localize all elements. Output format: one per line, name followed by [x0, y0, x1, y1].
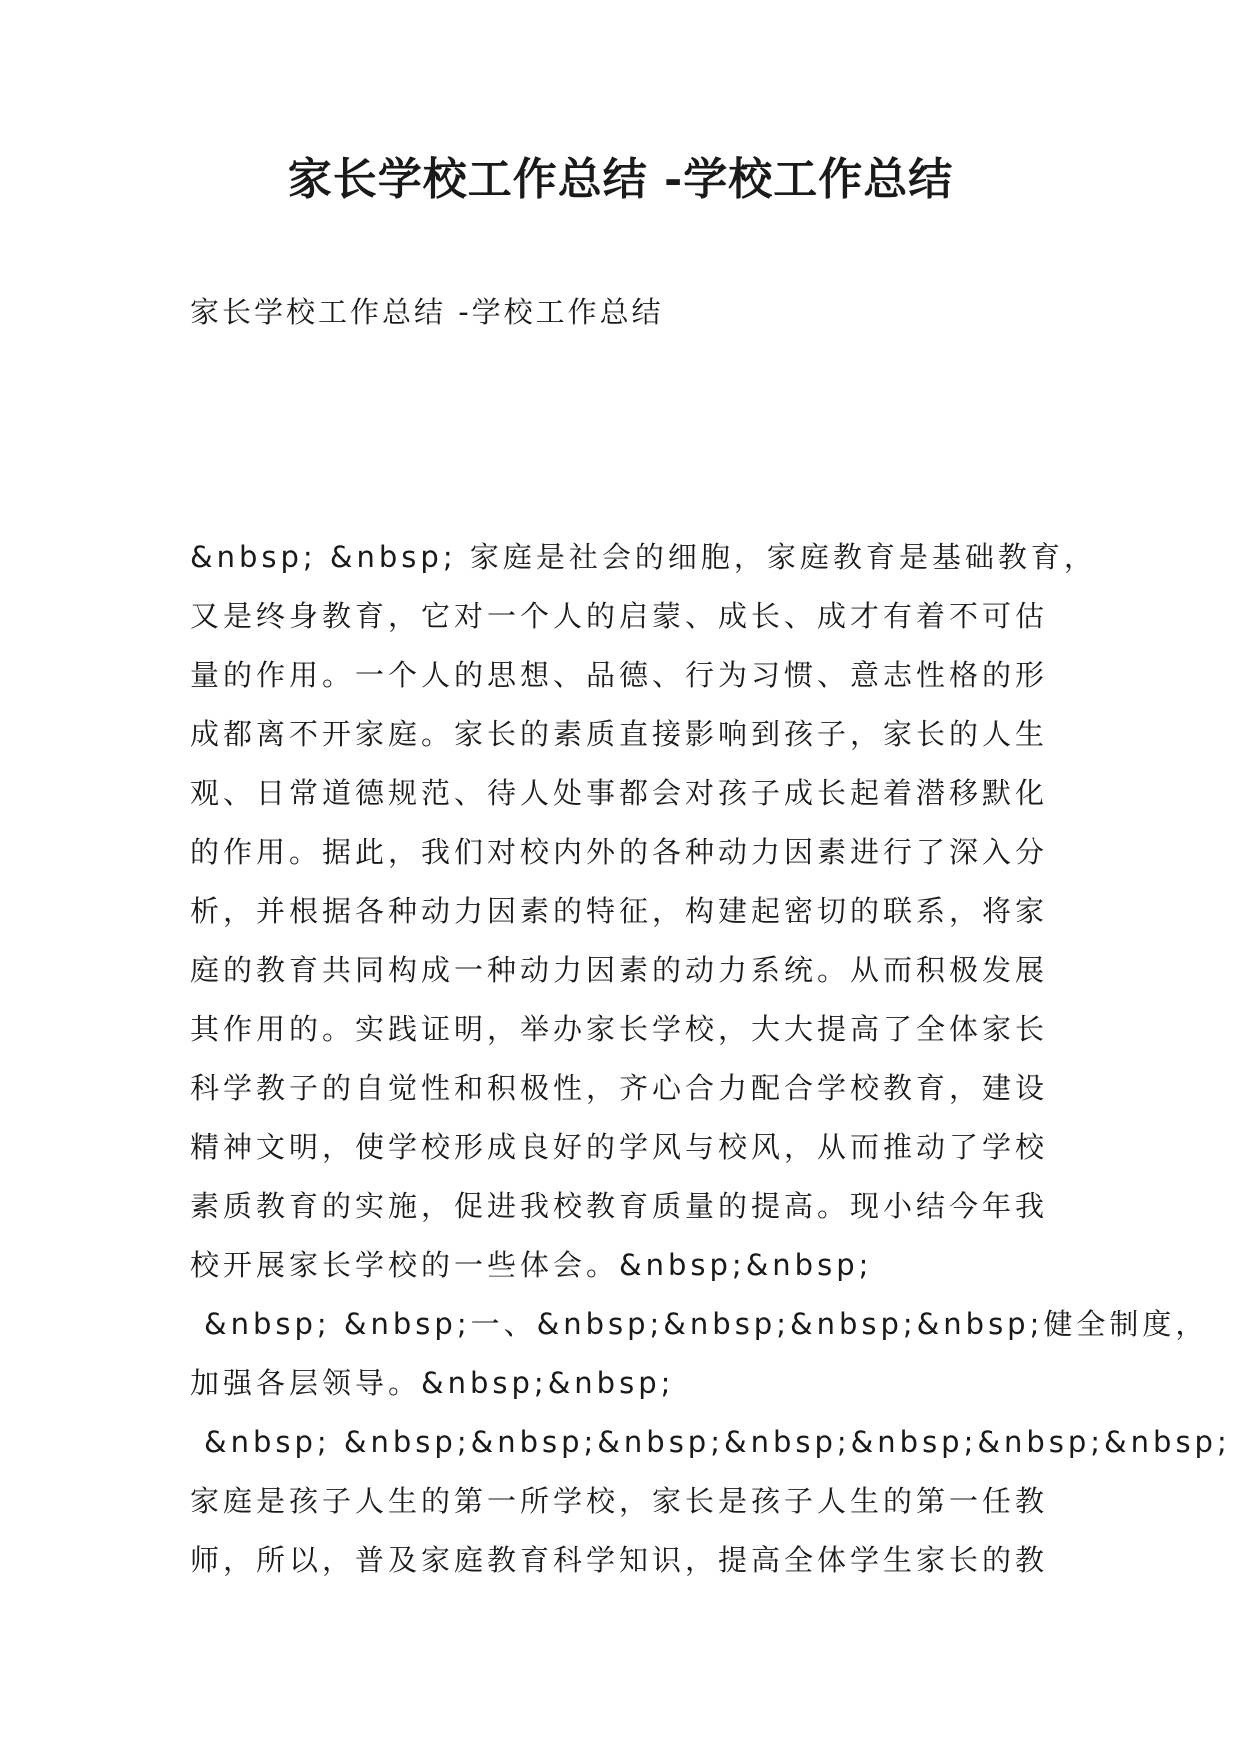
body-line: 校开展家长学校的一些体会。&nbsp;&nbsp;: [190, 1248, 873, 1282]
body-line: 科学教子的自觉性和积极性，齐心合力配合学校教育，建设: [190, 1071, 1049, 1105]
body-line: 观、日常道德规范、待人处事都会对孩子成长起着潜移默化: [190, 776, 1049, 810]
body-line: 量的作用。一个人的思想、品德、行为习惯、意志性格的形: [190, 658, 1049, 692]
body-line: 析，并根据各种动力因素的特征，构建起密切的联系，将家: [190, 894, 1049, 928]
body-line: 师，所以，普及家庭教育科学知识，提高全体学生家长的教: [190, 1543, 1049, 1577]
body-line: 其作用的。实践证明，举办家长学校，大大提高了全体家长: [190, 1012, 1049, 1046]
body-line: &nbsp; &nbsp;一、&nbsp;&nbsp;&nbsp;&nbsp;健全制度，: [204, 1307, 1209, 1341]
document-title: 家长学校工作总结 -学校工作总结: [287, 154, 954, 205]
body-line: 精神文明，使学校形成良好的学风与校风，从而推动了学校: [190, 1130, 1049, 1164]
body-line: 加强各层领导。&nbsp;&nbsp;: [190, 1366, 675, 1400]
body-line: 庭的教育共同构成一种动力因素的动力系统。从而积极发展: [190, 953, 1049, 987]
body-line: 成都离不开家庭。家长的素质直接影响到孩子，家长的人生: [190, 717, 1049, 751]
document-subtitle: 家长学校工作总结 -学校工作总结: [190, 295, 664, 329]
body-line: 家庭是孩子人生的第一所学校，家长是孩子人生的第一任教: [190, 1484, 1049, 1518]
body-line: 的作用。据此，我们对校内外的各种动力因素进行了深入分: [190, 835, 1049, 869]
document-body: [190, 528, 1231, 1590]
body-line: 又是终身教育，它对一个人的启蒙、成长、成才有着不可估: [190, 599, 1049, 633]
body-line: &nbsp; &nbsp; 家庭是社会的细胞，家庭教育是基础教育，: [190, 540, 1097, 574]
body-line: 素质教育的实施，促进我校教育质量的提高。现小结今年我: [190, 1189, 1049, 1223]
body-line: &nbsp; &nbsp;&nbsp;&nbsp;&nbsp;&nbsp;&nbsp;&nbsp;: [204, 1425, 1231, 1459]
